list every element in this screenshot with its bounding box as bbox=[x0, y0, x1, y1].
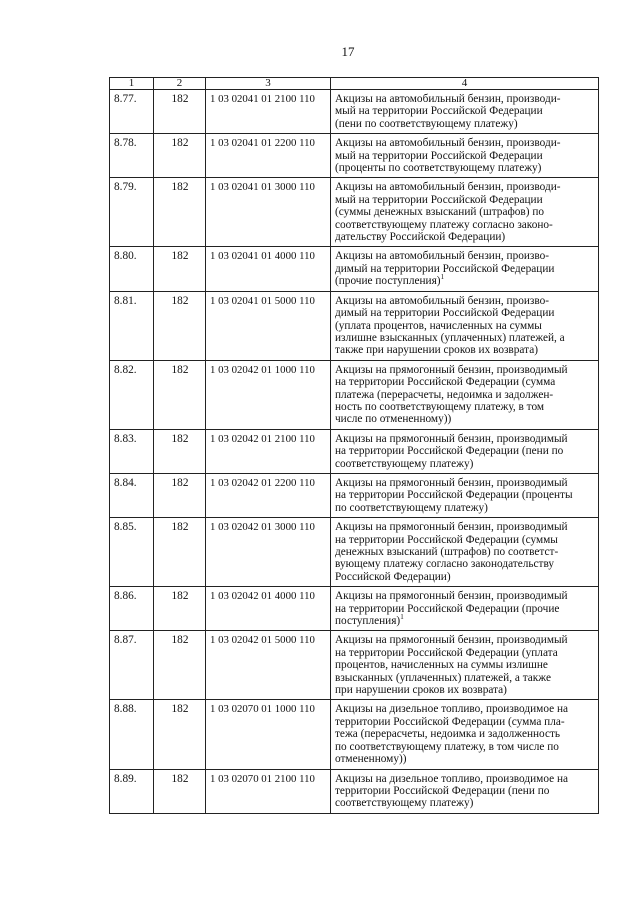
description-line: ность по соответствующему платежу, в том bbox=[335, 400, 545, 413]
description-line: соответствующему платежу) bbox=[335, 797, 474, 810]
description-line: Акцизы на прямогонный бензин, производимый bbox=[335, 476, 568, 489]
row-number: 8.82. bbox=[110, 360, 154, 429]
row-number: 8.78. bbox=[110, 134, 154, 178]
administrator-code: 182 bbox=[154, 429, 206, 473]
table-row bbox=[110, 90, 599, 134]
description-line: (прочие поступления) bbox=[335, 275, 441, 288]
description-line: Акцизы на дизельное топливо, производимое на bbox=[335, 772, 569, 785]
administrator-code: 182 bbox=[154, 631, 206, 700]
description-line: Акцизы на автомобильный бензин, производи- bbox=[335, 181, 561, 194]
description-line: Акцизы на автомобильный бензин, произво- bbox=[335, 294, 550, 307]
row-number: 8.89. bbox=[110, 769, 154, 813]
description-line: Российской Федерации) bbox=[335, 570, 451, 583]
description-line: территории Российской Федерации (сумма пла- bbox=[335, 715, 565, 728]
column-number-3: 3 bbox=[206, 78, 331, 90]
administrator-code: 182 bbox=[154, 134, 206, 178]
description-line: платежа (перерасчеты, недоимка и задолжен- bbox=[335, 388, 554, 401]
description-line: излишне взысканных (уплаченных) платежей, а bbox=[335, 331, 565, 344]
revenue-description bbox=[331, 178, 599, 247]
description-line: Акцизы на автомобильный бензин, производи- bbox=[335, 93, 561, 105]
budget-classification-code: 1 03 02042 01 4000 110 bbox=[206, 587, 331, 631]
budget-classification-code: 1 03 02041 01 2200 110 bbox=[206, 134, 331, 178]
table-row bbox=[110, 631, 599, 700]
budget-classification-code: 1 03 02042 01 3000 110 bbox=[206, 518, 331, 587]
table-row bbox=[110, 134, 599, 178]
budget-classification-code: 1 03 02070 01 1000 110 bbox=[206, 700, 331, 769]
description-line: на территории Российской Федерации (пени по bbox=[335, 445, 564, 458]
row-number: 8.86. bbox=[110, 587, 154, 631]
row-number: 8.88. bbox=[110, 700, 154, 769]
table-row bbox=[110, 360, 599, 429]
description-line: взысканных (уплаченных) платежей, а также bbox=[335, 671, 551, 684]
description-line: мый на территории Российской Федерации bbox=[335, 193, 543, 206]
description-line: Акцизы на прямогонный бензин, производимый bbox=[335, 432, 568, 445]
budget-classification-code: 1 03 02070 01 2100 110 bbox=[206, 769, 331, 813]
column-number-row bbox=[110, 78, 599, 90]
description-line: по соответствующему платежу, в том числе по bbox=[335, 740, 559, 753]
row-number: 8.81. bbox=[110, 291, 154, 360]
description-line: отмененному)) bbox=[335, 753, 407, 766]
description-line: числе по отмененному)) bbox=[335, 413, 452, 426]
description-line: Акцизы на прямогонный бензин, производимый bbox=[335, 634, 568, 647]
description-line: соответствующему платежу согласно законо- bbox=[335, 218, 553, 231]
column-number-2: 2 bbox=[154, 78, 206, 90]
administrator-code: 182 bbox=[154, 360, 206, 429]
description-line: мый на территории Российской Федерации bbox=[335, 149, 543, 162]
revenue-description bbox=[331, 134, 599, 178]
description-line: также при нарушении сроков их возврата) bbox=[335, 344, 538, 357]
description-line: мый на территории Российской Федерации bbox=[335, 105, 543, 118]
description-line-with-footnote bbox=[335, 615, 595, 627]
description-line: димый на территории Российской Федерации bbox=[335, 262, 555, 275]
administrator-code: 182 bbox=[154, 178, 206, 247]
description-line: Акцизы на прямогонный бензин, производимый bbox=[335, 521, 568, 534]
description-line: (проценты по соответствующему платежу) bbox=[335, 162, 542, 175]
revenue-description bbox=[331, 473, 599, 517]
description-line: тежа (перерасчеты, недоимка и задолженность bbox=[335, 728, 561, 741]
budget-classification-code: 1 03 02042 01 5000 110 bbox=[206, 631, 331, 700]
description-line: Акцизы на прямогонный бензин, производимый bbox=[335, 363, 568, 376]
revenue-description bbox=[331, 700, 599, 769]
description-line: (суммы денежных взысканий (штрафов) по bbox=[335, 206, 545, 219]
description-line: на территории Российской Федерации (сумма bbox=[335, 376, 556, 389]
row-number: 8.79. bbox=[110, 178, 154, 247]
revenue-description bbox=[331, 247, 599, 291]
row-number: 8.83. bbox=[110, 429, 154, 473]
revenue-description bbox=[331, 631, 599, 700]
revenue-description bbox=[331, 769, 599, 813]
table-row bbox=[110, 769, 599, 813]
description-line: вующему платежу согласно законодательству bbox=[335, 558, 555, 571]
row-number: 8.80. bbox=[110, 247, 154, 291]
table-row bbox=[110, 518, 599, 587]
table-row bbox=[110, 247, 599, 291]
description-line: соответствующему платежу) bbox=[335, 457, 474, 470]
description-line: процентов, начисленных на суммы излишне bbox=[335, 659, 548, 672]
budget-classification-code: 1 03 02042 01 2100 110 bbox=[206, 429, 331, 473]
revenue-description bbox=[331, 291, 599, 360]
budget-classification-code: 1 03 02041 01 3000 110 bbox=[206, 178, 331, 247]
description-line: Акцизы на автомобильный бензин, произво- bbox=[335, 250, 550, 263]
description-line: Акцизы на автомобильный бензин, производи- bbox=[335, 137, 561, 150]
row-number: 8.77. bbox=[110, 90, 154, 134]
table-row bbox=[110, 473, 599, 517]
table-body bbox=[110, 90, 599, 814]
administrator-code: 182 bbox=[154, 247, 206, 291]
description-line: по соответствующему платежу) bbox=[335, 501, 488, 514]
description-line: поступления) bbox=[335, 615, 401, 628]
revenue-description bbox=[331, 587, 599, 631]
row-number: 8.85. bbox=[110, 518, 154, 587]
budget-classification-code: 1 03 02042 01 1000 110 bbox=[206, 360, 331, 429]
administrator-code: 182 bbox=[154, 769, 206, 813]
description-line: Акцизы на прямогонный бензин, производимый bbox=[335, 590, 568, 603]
description-line: Акцизы на дизельное топливо, производимое на bbox=[335, 703, 569, 716]
description-line-with-footnote bbox=[335, 275, 595, 287]
revenue-description bbox=[331, 429, 599, 473]
description-line: на территории Российской Федерации (прочие bbox=[335, 602, 560, 615]
description-line: на территории Российской Федерации (проценты bbox=[335, 489, 573, 502]
budget-classification-code: 1 03 02041 01 2100 110 bbox=[206, 90, 331, 134]
administrator-code: 182 bbox=[154, 90, 206, 134]
footnote-marker: 1 bbox=[400, 613, 404, 622]
table-row bbox=[110, 429, 599, 473]
revenue-description bbox=[331, 360, 599, 429]
row-number: 8.87. bbox=[110, 631, 154, 700]
administrator-code: 182 bbox=[154, 587, 206, 631]
description-line: дательству Российской Федерации) bbox=[335, 231, 506, 244]
revenue-codes-table bbox=[109, 77, 599, 814]
description-line: на территории Российской Федерации (суммы bbox=[335, 533, 558, 546]
footnote-marker: 1 bbox=[440, 273, 445, 282]
table-row bbox=[110, 700, 599, 769]
administrator-code: 182 bbox=[154, 700, 206, 769]
administrator-code: 182 bbox=[154, 518, 206, 587]
row-number: 8.84. bbox=[110, 473, 154, 517]
budget-classification-code: 1 03 02041 01 4000 110 bbox=[206, 247, 331, 291]
table-row bbox=[110, 587, 599, 631]
description-line: территории Российской Федерации (пени по bbox=[335, 784, 550, 797]
description-line: (уплата процентов, начисленных на суммы bbox=[335, 319, 542, 332]
column-number-1: 1 bbox=[110, 78, 154, 90]
revenue-description bbox=[331, 518, 599, 587]
description-line: (пени по соответствующему платежу) bbox=[335, 117, 518, 130]
budget-classification-code: 1 03 02042 01 2200 110 bbox=[206, 473, 331, 517]
administrator-code: 182 bbox=[154, 291, 206, 360]
description-line: при нарушении сроков их возврата) bbox=[335, 684, 507, 697]
description-line: на территории Российской Федерации (уплата bbox=[335, 646, 558, 659]
column-number-4: 4 bbox=[331, 78, 599, 90]
budget-classification-code: 1 03 02041 01 5000 110 bbox=[206, 291, 331, 360]
page-number: 17 bbox=[341, 44, 355, 59]
description-line: димый на территории Российской Федерации bbox=[335, 307, 555, 320]
revenue-description bbox=[331, 90, 599, 134]
administrator-code: 182 bbox=[154, 473, 206, 517]
description-line: денежных взысканий (штрафов) по соответст- bbox=[335, 546, 559, 558]
table-row bbox=[110, 291, 599, 360]
table-row bbox=[110, 178, 599, 247]
